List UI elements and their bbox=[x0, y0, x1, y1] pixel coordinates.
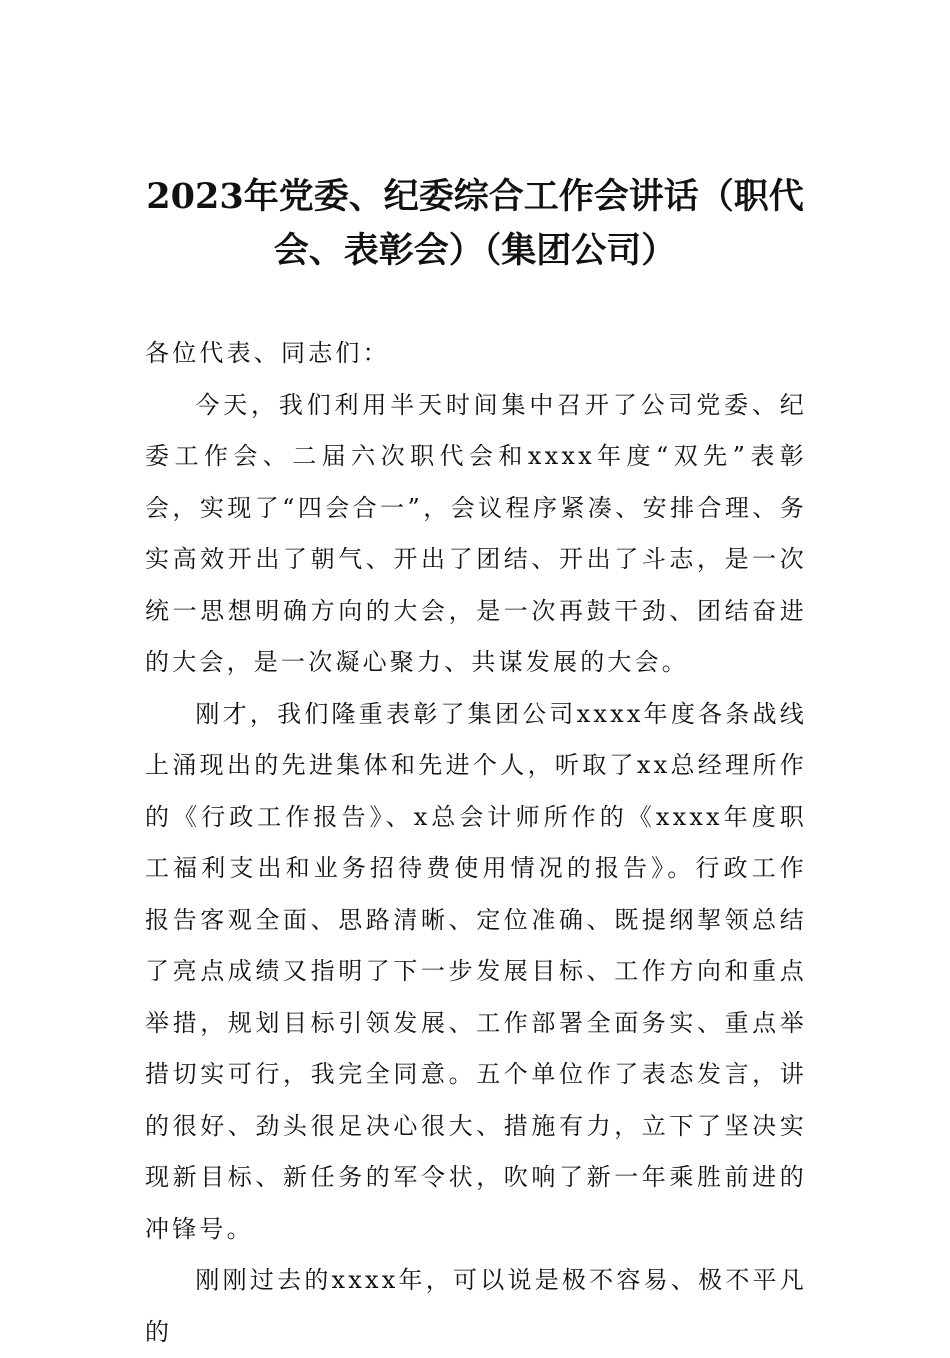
paragraph: 刚刚过去的xxxx年，可以说是极不容易、极不平凡的 bbox=[145, 1266, 807, 1346]
document-title: 2023年党委、纪委综合工作会讲话（职代会、表彰会）（集团公司） bbox=[146, 176, 804, 271]
paragraph: 今天，我们利用半天时间集中召开了公司党委、纪委工作会、二届六次职代会和xxxx年度“双先”表彰会，实现了“四会合一”，会议程序紧凑、安排合理、务实高效开出了朝气、开出了团结、开出了斗志，是一次统一思想明确方向的大会，是一次再鼓干劲、团结奋进的大会，是一次凝心聚力、共谋发展的大会。 bbox=[145, 390, 807, 676]
salutation: 各位代表、同志们： bbox=[145, 339, 390, 367]
document-body bbox=[145, 328, 807, 1358]
paragraph: 刚才，我们隆重表彰了集团公司xxxx年度各条战线上涌现出的先进集体和先进个人，听取了xx总经理所作的《行政工作报告》、x总会计师所作的《xxxx年度职工福利支出和业务招待费使用情况的报告》。行政工作报告客观全面、思路清晰、定位准确、既提纲挈领总结了亮点成绩又指明了下一步发展目标、工作方向和重点举措，规划目标引领发展、工作部署全面务实、重点举措切实可行，我完全同意。五个单位作了表态发言，讲的很好、劲头很足决心很大、措施有力，立下了坚决实现新目标、新任务的军令状，吹响了新一年乘胜前进的冲锋号。 bbox=[145, 699, 807, 1243]
